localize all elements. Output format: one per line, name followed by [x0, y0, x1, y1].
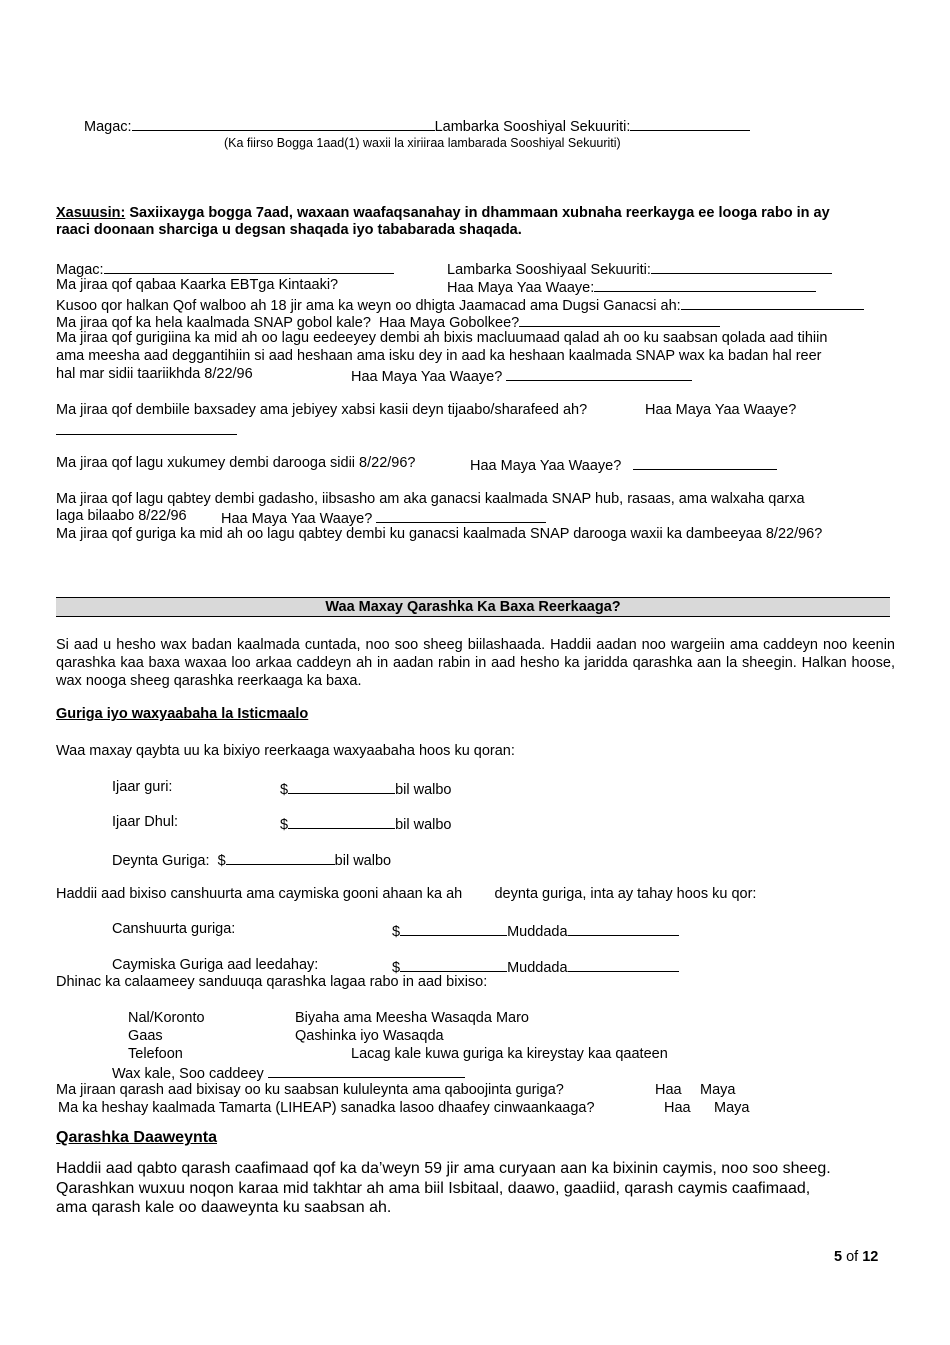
- rent-label: Ijaar guri:: [112, 779, 173, 795]
- ssn-label: Lambarka Sooshiyal Sekuuriti:: [434, 119, 631, 135]
- fraud-answer-row: [351, 366, 692, 386]
- student-question: Kusoo qor halkan Qof walboo ah 18 jir ama ka weyn oo dhigta Jaamacad ama Dugsi Ganacsi ah:: [56, 298, 681, 314]
- liheap-no[interactable]: Maya: [714, 1100, 750, 1116]
- property-tax-currency: $: [392, 924, 401, 940]
- home-insurance-period-field[interactable]: [568, 957, 679, 972]
- property-tax-amount-field[interactable]: [400, 921, 507, 936]
- utility-other-fee[interactable]: Lacag kale kuwa guriga ka kireystay kaa qaateen: [351, 1046, 668, 1062]
- home-insurance-amount-field[interactable]: [400, 957, 507, 972]
- member-name-label: Magac:: [56, 262, 104, 278]
- tax-question: Haddii aad bixiso canshuurta ama caymiska gooni ahaan ka ah deynta guriga, inta ay tahay hoos ku qor:: [56, 886, 757, 902]
- home-insurance-currency: $: [392, 960, 401, 976]
- page-total: 12: [862, 1249, 879, 1265]
- mortgage-currency: $: [217, 853, 226, 869]
- trade-answer-row: [221, 508, 546, 528]
- trade-who-field[interactable]: [376, 508, 546, 523]
- land-rent-period: bil walbo: [395, 817, 452, 833]
- drug-conviction-who-field[interactable]: [633, 455, 777, 470]
- land-rent-currency: $: [280, 817, 289, 833]
- home-insurance-period-label: Muddada: [507, 960, 568, 976]
- utility-other-row: [112, 1063, 465, 1083]
- land-rent-label: Ijaar Dhul:: [112, 814, 179, 830]
- fraud-options[interactable]: Haa Maya Yaa Waaye?: [351, 369, 503, 385]
- trade-drugs-question: Ma jiraa qof guriga ka mid ah oo lagu qabtey dembi ku ganacsi kaalmada SNAP darooga waxii ka dambeeyaa 8/22/96?: [56, 526, 823, 542]
- utility-other-label[interactable]: Wax kale, Soo caddeey: [112, 1066, 264, 1082]
- page-of: of: [846, 1249, 859, 1265]
- rent-currency: $: [280, 782, 289, 798]
- ssn-note: (Ka fiirso Bogga 1aad(1) waxii la xiriiraa lambarada Sooshiyal Sekuuriti): [224, 136, 621, 150]
- mortgage-period: bil walbo: [334, 853, 392, 869]
- trade-line-1: Ma jiraa qof lagu qabtey dembi gadasho, iibsasho am aka ganacsi kaalmada SNAP hub, rasaas, ama walxaha qarxa: [56, 491, 805, 507]
- reminder-line-1: [56, 205, 830, 222]
- property-tax-period-label: Muddada: [507, 924, 568, 940]
- trade-options[interactable]: Haa Maya Yaa Waaye?: [221, 511, 373, 527]
- trade-line-2: laga bilaabo 8/22/96: [56, 508, 187, 524]
- home-insurance-label: Caymiska Guriga aad leedahay:: [112, 957, 319, 973]
- rent-period: bil walbo: [395, 782, 452, 798]
- drug-conviction-question: Ma jiraa qof lagu xukumey dembi darooga sidii 8/22/96?: [56, 455, 416, 471]
- ssn-field[interactable]: [630, 116, 750, 131]
- fraud-line-1: Ma jiraa qof gurigiina ka mid ah oo lagu eedeeyey dembi ah bixis macluumaad qalad ah oo ku saabsan qolada aad tihiin: [56, 330, 828, 346]
- utility-other-field[interactable]: [268, 1063, 465, 1078]
- ebt-who-field[interactable]: [594, 277, 816, 292]
- name-label: Magac:: [84, 119, 132, 135]
- housing-question: Waa maxay qaybta uu ka bixiyo reerkaaga waxyaabaha hoos ku qoran:: [56, 743, 515, 759]
- property-tax-row: [392, 921, 679, 941]
- land-rent-amount-field[interactable]: [288, 814, 395, 829]
- property-tax-period-field[interactable]: [568, 921, 679, 936]
- medical-line-2: Qarashkan wuxuu noqon karaa mid takhtar ah ama biil Isbitaal, daawo, gaadiid, qarash caymis caafimaad,: [56, 1180, 811, 1197]
- ebt-options[interactable]: Haa Maya Yaa Waaye:: [447, 280, 595, 296]
- snap-other-options[interactable]: Haa Maya Gobolkee?: [378, 315, 520, 331]
- member-name-row: [56, 259, 394, 279]
- fraud-line-2: ama meesha aad deggantihiin si aad heshaan ama isku dey in aad ka heshaan kaalmada SNAP wax ka badan hal reer: [56, 348, 822, 364]
- reminder-text: Saxiixayga bogga 7aad, waxaan waafaqsanahay in dhammaan xubnaha reerkayga ee looga rabo in ay: [129, 205, 830, 221]
- fugitive-question: Ma jiraa qof dembiile baxsadey ama jebiyey xabsi kasii deyn tijaabo/sharafeed ah?: [56, 402, 588, 418]
- drug-conviction-answer-row: [470, 455, 777, 475]
- member-ssn-field[interactable]: [651, 259, 832, 274]
- heating-cooling-yes[interactable]: Haa: [655, 1082, 682, 1098]
- land-rent-row: [280, 814, 452, 834]
- reminder-line-2: raaci doonaan sharciga u degsan shaqada iyo tababarada shaqada.: [56, 222, 522, 238]
- utilities-question: Dhinac ka calaameey sanduuqa qarashka lagaa rabo in aad bixiso:: [56, 974, 488, 990]
- header-name-row: [84, 116, 750, 136]
- utility-phone[interactable]: Telefoon: [128, 1046, 183, 1062]
- snap-other-question: Ma jiraa qof ka hela kaalmada SNAP gobol kale?: [56, 315, 371, 331]
- snap-other-state-field[interactable]: [519, 312, 720, 327]
- reminder-label: Xasuusin:: [56, 205, 126, 221]
- page-current: 5: [834, 1249, 843, 1265]
- mortgage-row: [112, 850, 391, 870]
- utility-water[interactable]: Biyaha ama Meesha Wasaqda Maro: [295, 1010, 529, 1026]
- heating-cooling-no[interactable]: Maya: [700, 1082, 736, 1098]
- member-ssn-label: Lambarka Sooshiyaal Sekuuriti:: [447, 262, 651, 278]
- drug-conviction-options[interactable]: Haa Maya Yaa Waaye?: [470, 458, 622, 474]
- ebt-answer-row: [447, 277, 816, 297]
- member-ssn-row: [447, 259, 832, 279]
- mortgage-label: Deynta Guriga:: [112, 853, 210, 869]
- section-title-bar: Waa Maxay Qarashka Ka Baxa Reerkaaga?: [56, 597, 890, 617]
- housing-heading: Guriga iyo waxyaabaha la Isticmaalo: [56, 706, 309, 722]
- fraud-who-field[interactable]: [506, 366, 692, 381]
- medical-line-1: Haddii aad qabto qarash caafimaad qof ka da’weyn 59 jir ama curyaan aan ka bixinin caymis, noo soo sheeg.: [56, 1160, 831, 1177]
- rent-row: [280, 779, 452, 799]
- snap-other-row: [56, 312, 720, 332]
- name-field[interactable]: [132, 116, 435, 131]
- fraud-line-3: hal mar sidii taariikhda 8/22/96: [56, 366, 253, 382]
- member-name-field[interactable]: [104, 259, 394, 274]
- rent-amount-field[interactable]: [288, 779, 395, 794]
- mortgage-amount-field[interactable]: [226, 850, 335, 865]
- expenses-intro: Si aad u hesho wax badan kaalmada cuntada, noo soo sheeg biilashaada. Haddii aadan noo wargeiin ama caddeyn noo keenin qarashka kaa baxa waxaa loo arkaa caddeyn ah in aadan rabin in aad hesho ka jaridda qarashka aan la sheegin. Halkan hoose, wax nooga sheeg qarashka reerkaaga ka baxa.: [56, 637, 895, 689]
- medical-heading: Qarashka Daaweynta: [56, 1129, 217, 1146]
- utility-gas[interactable]: Gaas: [128, 1028, 163, 1044]
- medical-line-3: ama qarash kale oo daaweynta ku saabsan ah.: [56, 1199, 392, 1216]
- liheap-yes[interactable]: Haa: [664, 1100, 691, 1116]
- student-field[interactable]: [681, 295, 864, 310]
- property-tax-label: Canshuurta guriga:: [112, 921, 236, 937]
- fugitive-options[interactable]: Haa Maya Yaa Waaye?: [645, 402, 797, 418]
- fugitive-who-field[interactable]: [56, 434, 237, 435]
- utility-electric[interactable]: Nal/Koronto: [128, 1010, 205, 1026]
- utility-trash[interactable]: Qashinka iyo Wasaqda: [295, 1028, 444, 1044]
- page-number: [834, 1249, 878, 1266]
- heating-cooling-question: Ma jiraan qarash aad bixisay oo ku saabsan kululeynta ama qaboojinta guriga?: [56, 1082, 564, 1098]
- ebt-question: Ma jiraa qof qabaa Kaarka EBTga Kintaaki?: [56, 277, 339, 293]
- liheap-question: Ma ka heshay kaalmada Tamarta (LIHEAP) sanadka lasoo dhaafey cinwaankaaga?: [58, 1100, 595, 1116]
